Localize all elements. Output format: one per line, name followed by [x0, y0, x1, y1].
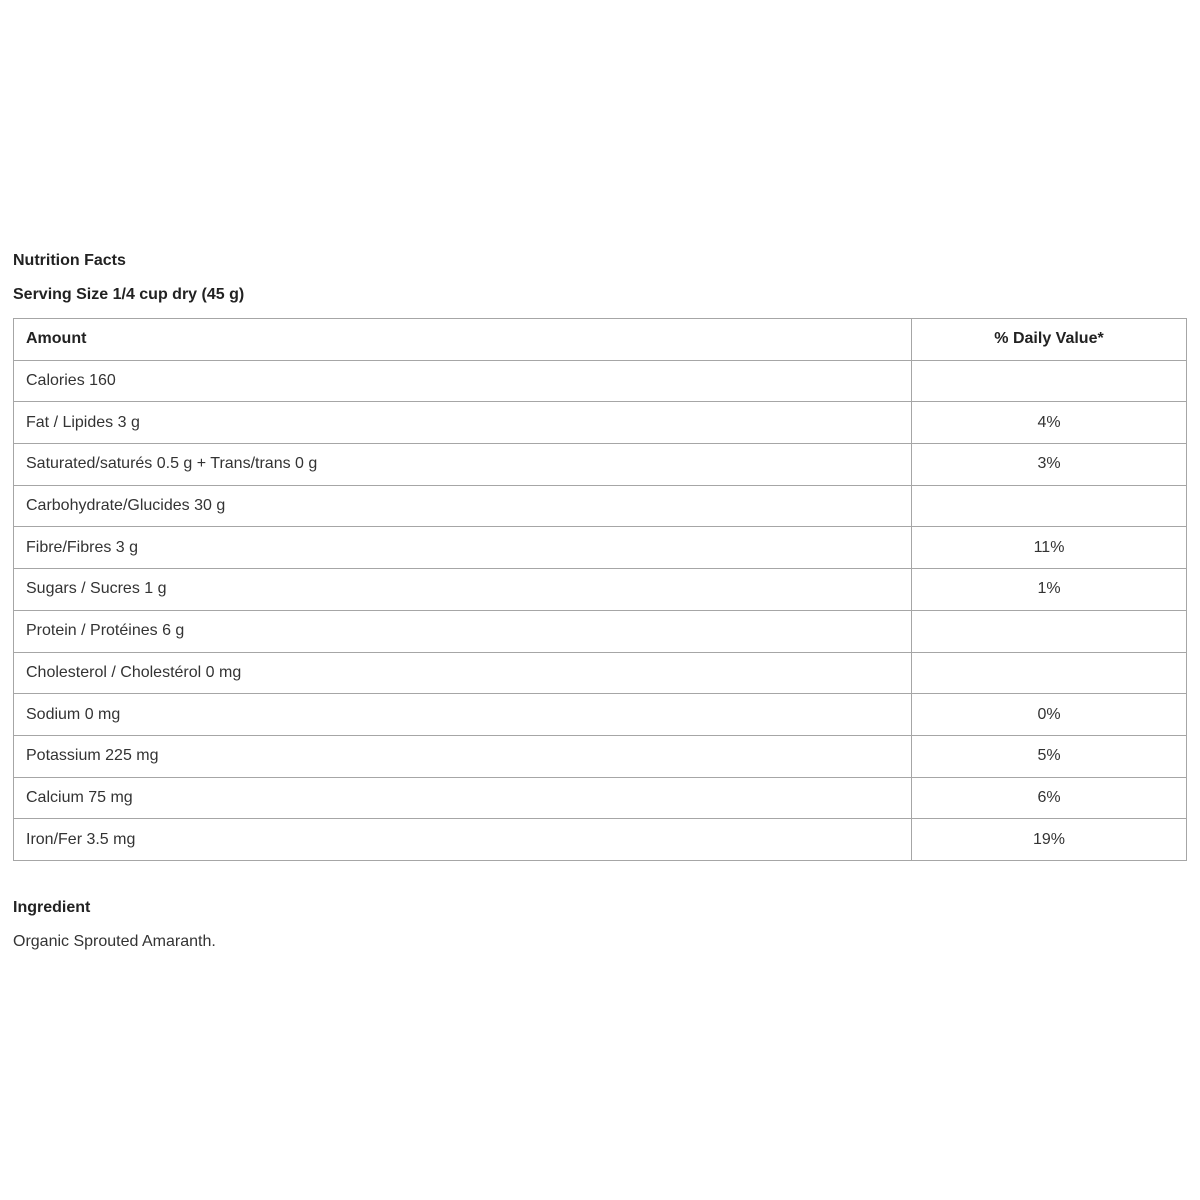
table-row — [14, 402, 1187, 444]
header-amount: Amount — [14, 319, 912, 361]
table-row — [14, 777, 1187, 819]
daily-value: 4% — [912, 402, 1187, 444]
table-row — [14, 819, 1187, 861]
nutrient-amount: Fibre/Fibres 3 g — [14, 527, 912, 569]
header-daily-value: % Daily Value* — [912, 319, 1187, 361]
nutrition-table — [13, 318, 1187, 861]
nutrient-amount: Iron/Fer 3.5 mg — [14, 819, 912, 861]
ingredient-heading: Ingredient — [13, 898, 91, 916]
nutrient-amount: Cholesterol / Cholestérol 0 mg — [14, 652, 912, 694]
nutrition-table-body — [14, 360, 1187, 860]
table-row — [14, 610, 1187, 652]
table-row — [14, 360, 1187, 402]
daily-value — [912, 610, 1187, 652]
daily-value: 1% — [912, 569, 1187, 611]
daily-value: 19% — [912, 819, 1187, 861]
table-row — [14, 694, 1187, 736]
nutrient-amount: Carbohydrate/Glucides 30 g — [14, 485, 912, 527]
daily-value: 0% — [912, 694, 1187, 736]
daily-value: 3% — [912, 444, 1187, 486]
daily-value — [912, 360, 1187, 402]
nutrient-amount: Potassium 225 mg — [14, 735, 912, 777]
nutrient-amount: Calcium 75 mg — [14, 777, 912, 819]
daily-value: 11% — [912, 527, 1187, 569]
nutrient-amount: Sodium 0 mg — [14, 694, 912, 736]
daily-value — [912, 652, 1187, 694]
nutrient-amount: Calories 160 — [14, 360, 912, 402]
daily-value: 6% — [912, 777, 1187, 819]
table-row — [14, 652, 1187, 694]
table-row — [14, 485, 1187, 527]
nutrient-amount: Protein / Protéines 6 g — [14, 610, 912, 652]
table-row — [14, 527, 1187, 569]
table-row — [14, 735, 1187, 777]
table-header-row — [14, 319, 1187, 361]
ingredient-text: Organic Sprouted Amaranth. — [13, 932, 216, 950]
serving-size: Serving Size 1/4 cup dry (45 g) — [13, 286, 245, 303]
nutrient-amount: Saturated/saturés 0.5 g + Trans/trans 0 g — [14, 444, 912, 486]
product-info — [13, 250, 1187, 953]
daily-value: 5% — [912, 735, 1187, 777]
nutrient-amount: Fat / Lipides 3 g — [14, 402, 912, 444]
table-row — [14, 444, 1187, 486]
nutrition-facts-title: Nutrition Facts — [13, 252, 126, 269]
daily-value — [912, 485, 1187, 527]
table-row — [14, 569, 1187, 611]
nutrient-amount: Sugars / Sucres 1 g — [14, 569, 912, 611]
